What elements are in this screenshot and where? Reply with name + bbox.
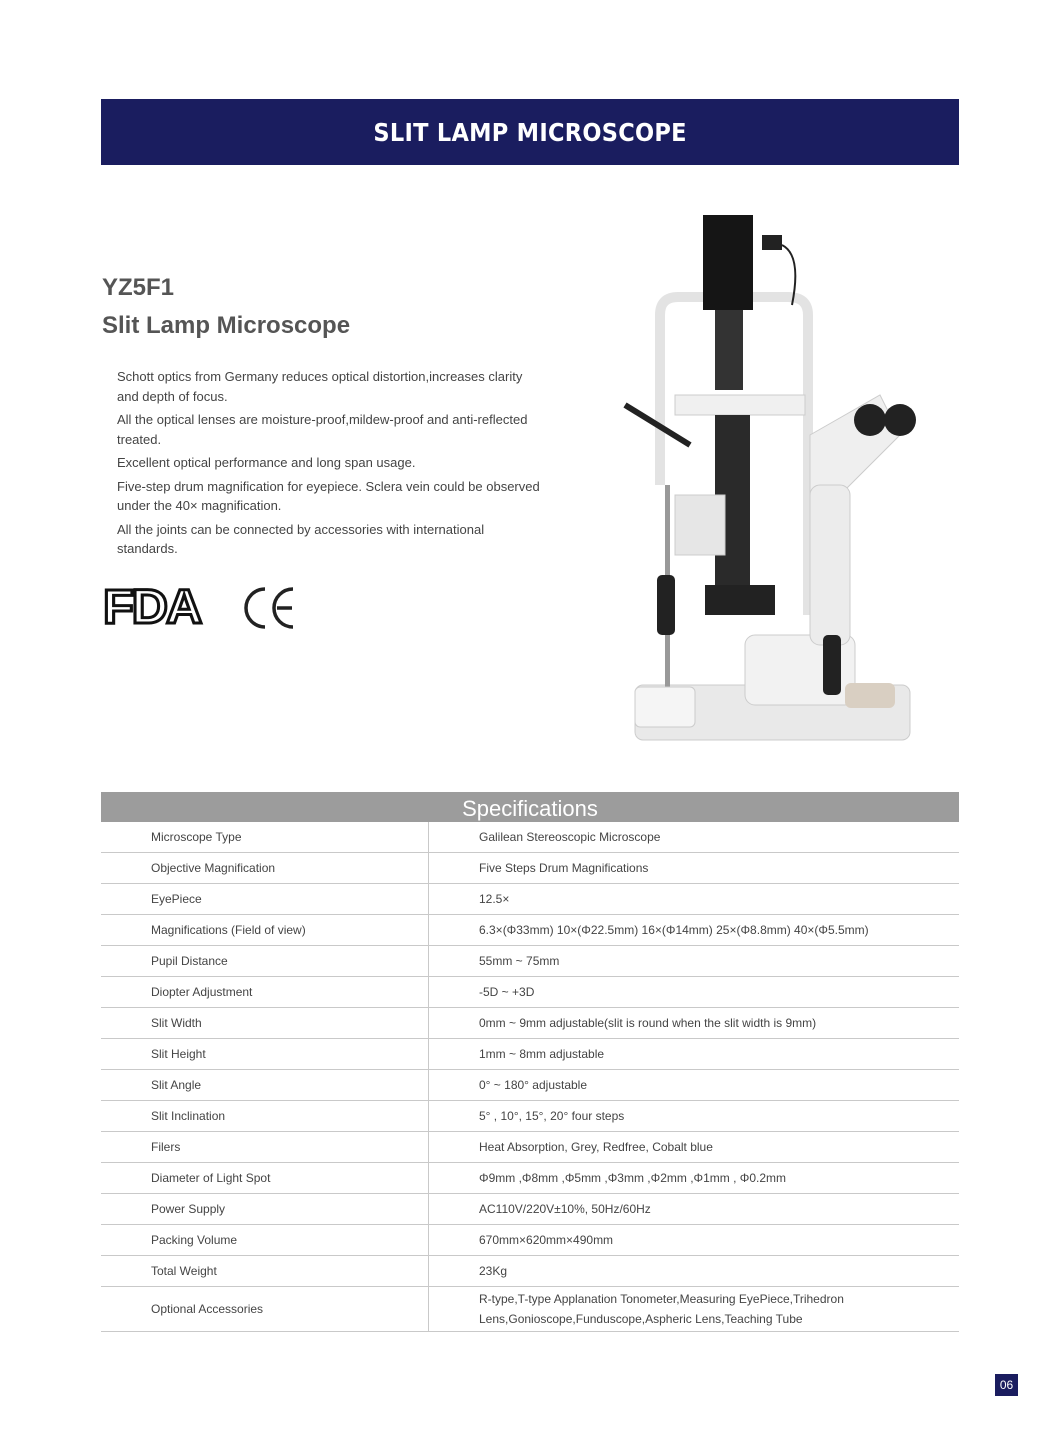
spec-value: 5° , 10°, 15°, 20° four steps bbox=[479, 1109, 625, 1123]
feature-item: All the joints can be connected by accessories with international standards. bbox=[117, 521, 485, 556]
spec-row bbox=[101, 1194, 959, 1225]
feature-item: All the optical lenses are moisture-proof,mildew-proof and anti-reflected treated. bbox=[117, 412, 528, 447]
spec-label: Pupil Distance bbox=[101, 946, 429, 976]
spec-row bbox=[101, 946, 959, 977]
spec-label: Objective Magnification bbox=[101, 853, 429, 883]
spec-row bbox=[101, 1101, 959, 1132]
spec-row bbox=[101, 1287, 959, 1332]
spec-row bbox=[101, 1070, 959, 1101]
feature-item: Schott optics from Germany reduces optical distortion,increases clarity and depth of focus. bbox=[117, 369, 523, 404]
spec-value: 0° ~ 180° adjustable bbox=[479, 1078, 588, 1092]
spec-label: Slit Inclination bbox=[101, 1101, 429, 1131]
spec-label: Slit Height bbox=[101, 1039, 429, 1069]
spec-label: Slit Angle bbox=[101, 1070, 429, 1100]
spec-value: 1mm ~ 8mm adjustable bbox=[479, 1047, 605, 1061]
spec-value: 23Kg bbox=[479, 1264, 508, 1278]
title-banner bbox=[101, 99, 959, 165]
spec-value: Five Steps Drum Magnifications bbox=[479, 861, 649, 875]
banner-title: SLIT LAMP MICROSCOPE bbox=[373, 117, 687, 147]
spec-row bbox=[101, 915, 959, 946]
feature-list bbox=[117, 367, 542, 563]
spec-value: 12.5× bbox=[479, 892, 510, 906]
spec-label: Diameter of Light Spot bbox=[101, 1163, 429, 1193]
spec-row bbox=[101, 1039, 959, 1070]
specifications-table bbox=[101, 792, 959, 1332]
spec-label: Power Supply bbox=[101, 1194, 429, 1224]
spec-rows bbox=[101, 822, 959, 1332]
spec-label: EyePiece bbox=[101, 884, 429, 914]
spec-row bbox=[101, 1008, 959, 1039]
spec-value: -5D ~ +3D bbox=[479, 985, 535, 999]
spec-label: Slit Width bbox=[101, 1008, 429, 1038]
spec-value: Heat Absorption, Grey, Redfree, Cobalt blue bbox=[479, 1140, 713, 1154]
product-name: Slit Lamp Microscope bbox=[102, 312, 351, 339]
spec-value: 0mm ~ 9mm adjustable(slit is round when the slit width is 9mm) bbox=[479, 1016, 817, 1030]
certification-logos bbox=[103, 581, 297, 634]
spec-label: Optional Accessories bbox=[101, 1287, 429, 1331]
spec-row bbox=[101, 1163, 959, 1194]
spec-row bbox=[101, 822, 959, 853]
spec-row bbox=[101, 1132, 959, 1163]
spec-row bbox=[101, 1225, 959, 1256]
spec-label: Filers bbox=[101, 1132, 429, 1162]
spec-label: Packing Volume bbox=[101, 1225, 429, 1255]
spec-label: Total Weight bbox=[101, 1256, 429, 1286]
spec-row bbox=[101, 884, 959, 915]
spec-value: 55mm ~ 75mm bbox=[479, 954, 560, 968]
feature-item: Five-step drum magnification for eyepiece. Sclera vein could be observed under the 40× magnification. bbox=[117, 478, 540, 513]
spec-row bbox=[101, 853, 959, 884]
spec-row bbox=[101, 977, 959, 1008]
spec-row bbox=[101, 1256, 959, 1287]
spec-value: Galilean Stereoscopic Microscope bbox=[479, 830, 661, 844]
page-number: 06 bbox=[995, 1374, 1018, 1396]
spec-label: Magnifications (Field of view) bbox=[101, 915, 429, 945]
fda-logo: FDA bbox=[103, 581, 201, 634]
ce-logo bbox=[241, 585, 297, 631]
spec-label: Diopter Adjustment bbox=[101, 977, 429, 1007]
spec-value: AC110V/220V±10%, 50Hz/60Hz bbox=[479, 1202, 651, 1216]
spec-value: 670mm×620mm×490mm bbox=[479, 1233, 614, 1247]
specifications-header: Specifications bbox=[101, 792, 959, 822]
feature-item: Excellent optical performance and long span usage. bbox=[117, 455, 416, 470]
spec-value: 6.3×(Φ33mm) 10×(Φ22.5mm) 16×(Φ14mm) 25×(Φ8.8mm) 40×(Φ5.5mm) bbox=[479, 923, 869, 937]
model-number: YZ5F1 bbox=[102, 274, 175, 301]
slit-lamp-product-image bbox=[615, 205, 920, 750]
spec-value: Φ9mm ,Φ8mm ,Φ5mm ,Φ3mm ,Φ2mm ,Φ1mm , Φ0.2mm bbox=[479, 1171, 787, 1185]
spec-label: Microscope Type bbox=[101, 822, 429, 852]
spec-value: R-type,T-type Applanation Tonometer,Measuring EyePiece,Trihedron Lens,Gonioscope,Funduscope,Aspheric Lens,Teaching Tube bbox=[479, 1292, 844, 1326]
